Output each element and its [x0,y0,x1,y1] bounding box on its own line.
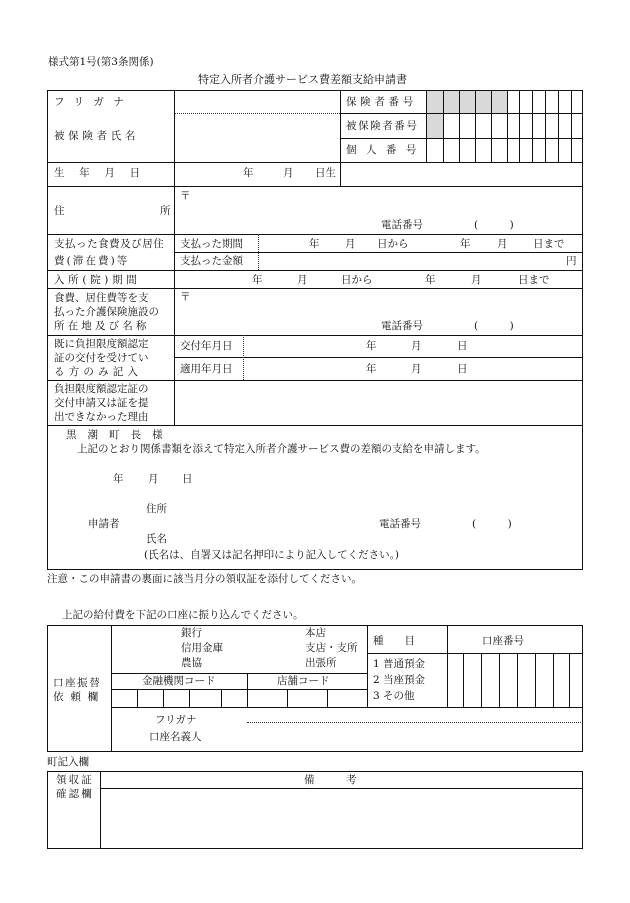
apply-year: 年 [366,363,377,375]
cert-label-1: 既に負担限度額認定 [54,338,149,350]
stay-to-day: 日まで [518,274,550,286]
apply-day: 日 [457,363,468,375]
address-label-2: 所 [160,205,171,217]
holder-name-label: 口座名義人 [149,731,202,743]
cert-label-2: 証の交付を受けてい [54,352,149,364]
apply-date-field[interactable] [245,358,581,379]
account-type-selector[interactable] [368,654,446,706]
stay-from-year: 年 [252,274,263,286]
insured-name-label: 被保険者氏名 [54,130,140,142]
branch-name-field[interactable] [235,627,301,671]
birth-day: 日生 [315,167,336,179]
personal-number-field[interactable] [427,139,582,161]
applicant-address-label: 住所 [146,503,167,515]
name-field[interactable] [176,115,338,160]
decl-day: 日 [182,473,193,485]
issue-year: 年 [366,340,377,352]
inst-type-agri: 農協 [181,657,202,669]
paid-amount-field[interactable] [260,253,560,269]
applicant-name-label: 氏名 [146,533,167,545]
cost-label-1: 支払った食費及び居住 [54,238,165,250]
issue-day: 日 [457,340,468,352]
birth-label: 生年月日 [54,167,155,179]
apply-month: 月 [411,363,422,375]
declaration-text: 上記のとおり関係書類を添えて特定入所者介護サービス費の差額の支給を申請します。 [77,443,486,455]
insured-number-label: 被保険者番号 [346,120,419,132]
applicant-phone-label: 電話番号 [379,518,421,530]
decl-month: 月 [148,473,159,485]
cert-label-3: る方のみ記入 [54,366,143,378]
yen-label: 円 [566,255,577,267]
account-type-ordinary: 1 普通預金 [373,658,426,670]
stay-from-month: 月 [297,274,308,286]
account-type-header: 種 目 [373,635,415,647]
issue-month: 月 [411,340,422,352]
bank-section-label-2: 依頼欄 [53,691,105,703]
account-type-current: 2 当座預金 [373,674,426,686]
decl-year: 年 [113,473,124,485]
applicant-phone-parens: ( ) [472,518,512,530]
paid-to-year: 年 [460,238,471,250]
reason-label-3: 出できなかった理由 [54,411,149,423]
address-phone-parens: ( ) [474,219,514,231]
addressee: 黒潮町長様 [66,429,174,441]
branch-type-branch: 支店・支所 [305,642,358,654]
address-field[interactable] [176,188,581,233]
birth-year: 年 [243,167,254,179]
stay-to-month: 月 [471,274,482,286]
holder-furigana-field[interactable] [249,708,581,721]
bank-intro: 上記の給付費を下記の口座に振り込んでください。 [62,609,304,621]
address-label-1: 住 [54,205,65,217]
stay-from-day: 日から [341,274,373,286]
branch-code-label: 店舗コード [277,675,330,687]
receipt-label-2: 確認欄 [56,788,94,800]
facility-phone-parens: ( ) [474,320,514,332]
branch-type-main: 本店 [305,627,326,639]
insured-number-field[interactable] [427,114,582,137]
apply-date-label: 適用年月日 [180,363,233,375]
paid-amount-label: 支払った金額 [180,255,243,267]
stay-to-year: 年 [425,274,436,286]
birth-date-field[interactable] [176,163,338,185]
paid-period-field[interactable] [260,235,581,251]
account-number-field[interactable] [448,654,582,706]
receipt-check-field[interactable] [48,804,99,848]
reason-label-2: 交付申請又は証を提 [54,397,149,409]
applicant-label: 申請者 [88,518,120,530]
address-phone-label: 電話番号 [381,219,423,231]
town-section-title: 町記入欄 [47,756,89,768]
bank-code-field[interactable] [112,690,246,706]
notice-text: 注意・この申請書の裏面に該当月分の領収証を添付してください。 [47,573,362,585]
paid-to-month: 月 [497,238,508,250]
inst-type-bank: 銀行 [181,627,202,639]
paid-to-day: 日まで [533,238,565,250]
branch-code-field[interactable] [248,690,366,706]
furigana-label: フリガナ [54,96,134,108]
branch-type-office: 出張所 [305,657,337,669]
paid-period-label: 支払った期間 [180,238,243,250]
stay-period-label: 入所(院)期間 [54,274,141,286]
paid-from-day: 日から [377,238,409,250]
reason-field[interactable] [176,381,581,424]
facility-postal-mark: 〒 [180,291,191,303]
reason-label-1: 負担限度額認定証の [54,383,149,395]
receipt-label-1: 領収証 [56,774,94,786]
cost-label-2: 費(滞在費)等 [54,255,130,267]
insurer-number-label: 保険者番号 [346,96,417,108]
facility-label-1: 食費、居住費等を支 [54,292,149,304]
applicant-name-field[interactable] [180,530,370,548]
form-title: 特定入所者介護サービス費差額支給申請書 [198,73,407,86]
paid-from-month: 月 [345,238,356,250]
holder-name-field[interactable] [249,724,581,751]
signature-note: (氏名は、自署又は記名押印により記入してください。) [144,549,399,561]
issue-date-label: 交付年月日 [180,340,233,352]
form-number: 様式第1号(第3条関係) [48,56,154,68]
issue-date-field[interactable] [245,336,581,356]
insurer-number-field[interactable] [427,91,582,112]
account-number-header: 口座番号 [482,635,524,647]
paid-from-year: 年 [309,238,320,250]
remarks-field[interactable] [102,790,581,848]
personal-number-label: 個人番号 [346,144,426,156]
inst-type-credit: 信用金庫 [181,642,223,654]
bank-code-label: 金融機関コード [142,675,216,687]
bank-section-label-1: 口座振替 [53,677,102,689]
birth-month: 月 [283,167,294,179]
facility-field[interactable] [176,289,581,334]
facility-label-3: 所在地及び名称 [54,320,150,332]
address-postal-mark: 〒 [180,190,191,202]
facility-phone-label: 電話番号 [381,320,423,332]
applicant-address-field[interactable] [180,500,370,518]
account-type-other: 3 その他 [373,690,415,702]
stay-period-field[interactable] [176,271,581,287]
facility-label-2: 払った介護保険施設の [54,306,159,318]
holder-furigana-label: フリガナ [155,714,197,726]
institution-name-field[interactable] [113,627,179,671]
remarks-header: 備 考 [304,774,357,786]
